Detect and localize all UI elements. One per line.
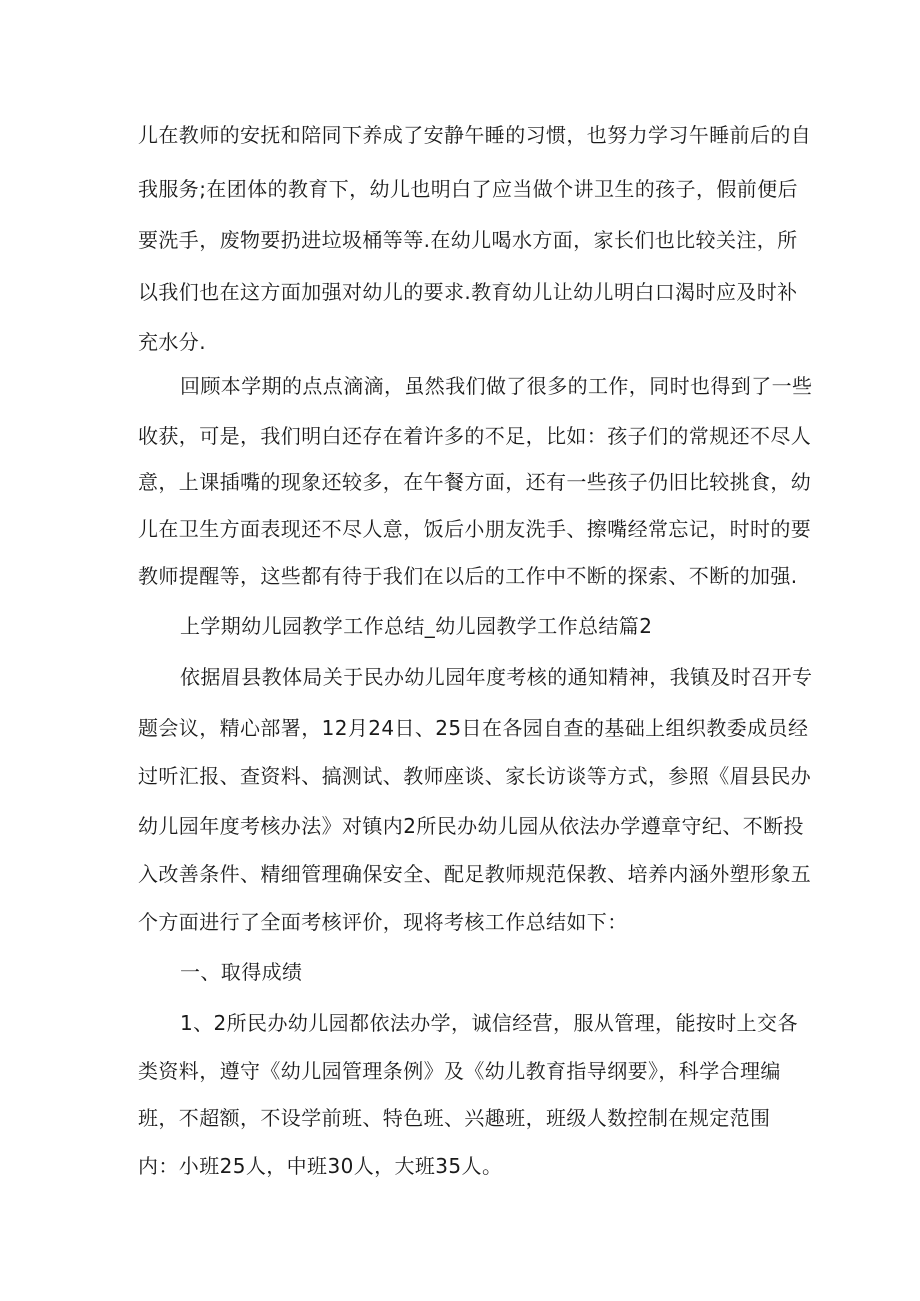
text-line: 依据眉县教体局关于民办幼儿园年度考核的通知精神，我镇及时召开专: [180, 665, 813, 689]
text-line: 儿在教师的安抚和陪同下养成了安静午睡的习惯，也努力学习午睡前后的自: [138, 123, 812, 147]
text-line: 入改善条件、精细管理确保安全、配足教师规范保教、培养内涵外塑形象五: [138, 862, 812, 886]
text-line: 我服务;在团体的教育下，幼儿也明白了应当做个讲卫生的孩子，假前便后: [138, 177, 798, 201]
text-line: 个方面进行了全面考核评价，现将考核工作总结如下：: [138, 910, 628, 934]
text-line: 过听汇报、查资料、搞测试、教师座谈、家长访谈等方式，参照《眉县民办: [138, 764, 812, 788]
text-line: 类资料，遵守《幼儿园管理条例》及《幼儿教育指导纲要》，科学合理编: [138, 1059, 781, 1083]
text-line: 回顾本学期的点点滴滴，虽然我们做了很多的工作，同时也得到了一些: [180, 374, 813, 398]
text-line: 儿在卫生方面表现还不尽人意，饭后小朋友洗手、擦嘴经常忘记，时时的要: [138, 517, 812, 541]
text-line: 收获，可是，我们明白还存在着许多的不足，比如：孩子们的常规还不尽人: [138, 424, 812, 448]
text-line: 教师提醒等，这些都有待于我们在以后的工作中不断的探索、不断的加强.: [138, 564, 798, 588]
text-line: 内：小班25人，中班30人，大班35人。: [138, 1154, 503, 1178]
text-line: 意，上课插嘴的现象还较多，在午餐方面，还有一些孩子仍旧比较挑食，幼: [138, 470, 812, 494]
text-line: 充水分.: [138, 330, 206, 354]
section-heading: 上学期幼儿园教学工作总结_幼儿园教学工作总结篇2: [180, 614, 653, 638]
text-line: 幼儿园年度考核办法》对镇内2所民办幼儿园从依法办学遵章守纪、不断投: [138, 814, 804, 838]
text-line: 题会议，精心部署，12月24日、25日在各园自查的基础上组织教委成员经: [138, 716, 809, 740]
text-line: 要洗手，废物要扔进垃圾桶等等.在幼儿喝水方面，家长们也比较关注，所: [138, 228, 798, 252]
subheading: 一、取得成绩: [180, 960, 303, 984]
text-line: 以我们也在这方面加强对幼儿的要求.教育幼儿让幼儿明白口渴时应及时补: [138, 280, 798, 304]
text-line: 1、2所民办幼儿园都依法办学，诚信经营，服从管理，能按时上交各: [180, 1011, 798, 1035]
text-line: 班，不超额，不设学前班、特色班、兴趣班，班级人数控制在规定范围: [138, 1106, 771, 1130]
